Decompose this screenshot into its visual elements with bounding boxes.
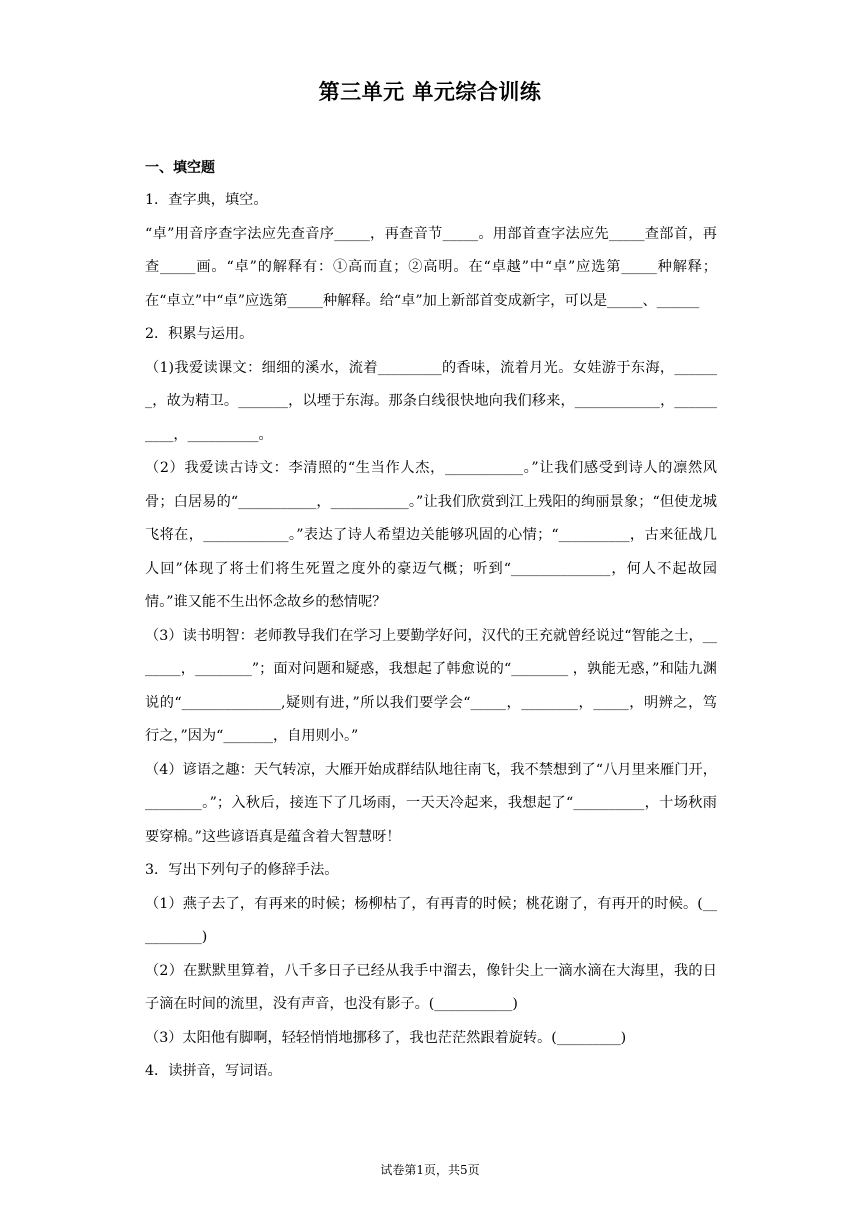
question-1-body: “卓”用音序查字法应先查音序_____，再查音节_____。用部首查字法应先_____查部首，再查_____画。“卓”的解释有：①高而直；②高明。在“卓越”中“卓”应选第_____种解释；在“卓立”中“卓”应选第_____种解释。给“卓”加上新部首变成新字，可以是_____、______ [145, 225, 717, 309]
question-3-heading: 3．写出下列句子的修辞手法。 [145, 862, 339, 878]
section-heading: 一、填空题 [145, 160, 215, 176]
question-2-part-3: （3）读书明智：老师教导我们在学习上要勤学好问，汉代的王充就曾经说过“智能之士，_______，________”；面对问题和疑惑，我想起了韩愈说的“________ ，孰能无惑，”和陆九渊说的“______________,疑则有进，”所以我们要学会“_____，________，_____，明辨之，笃行之，”因为“_______，自用则小。” [145, 627, 717, 744]
question-1-heading: 1．查字典，填空。 [145, 192, 268, 208]
question-2-part-2: （2）我爱读古诗文：李清照的“生当作人杰，___________。”让我们感受到诗人的凛然风骨；白居易的“___________，___________。”让我们欣赏到江上残阳的绚丽景象；“但使龙城飞将在，____________。”表达了诗人希望边关能够巩固的心情；“__________，古来征战几人回”体现了将士们将生死置之度外的豪迈气概；听到“______________，何人不起故园情。”谁又能不生出怀念故乡的愁情呢？ [145, 460, 717, 610]
question-3-part-2: （2）在默默里算着，八千多日子已经从我手中溜去，像针尖上一滴水滴在大海里，我的日子滴在时间的流里，没有声音，也没有影子。(___________) [145, 962, 717, 1012]
page-content [145, 158, 717, 1089]
page-footer: 试卷第1页，共5页 [380, 1163, 480, 1177]
question-2-part-1: （1)我爱读课文：细细的溪水，流着_________的香味，流着月光。女娃游于东海，_______，故为精卫。_______，以堙于东海。那条白线很快地向我们移来，____________，__________，__________。 [145, 359, 717, 443]
page-title: 第三单元 单元综合训练 [318, 80, 542, 104]
question-3-part-3: （3）太阳他有脚啊，轻轻悄悄地挪移了，我也茫茫然跟着旋转。(_________) [145, 1029, 627, 1046]
question-2-part-4: （4）谚语之趣：天气转凉，大雁开始成群结队地往南飞，我不禁想到了“八月里来雁门开，________。”；入秋后，接连下了几场雨，一天天冷起来，我想起了“__________，十场秋雨要穿棉。”这些谚语真是蕴含着大智慧呀！ [145, 761, 717, 845]
question-3-part-1: （1）燕子去了，有再来的时候；杨柳枯了，有再青的时候；桃花谢了，有再开的时候。(__________) [145, 895, 717, 945]
question-2-heading: 2．积累与运用。 [145, 326, 254, 342]
question-4-heading: 4．读拼音，写词语。 [145, 1063, 282, 1079]
